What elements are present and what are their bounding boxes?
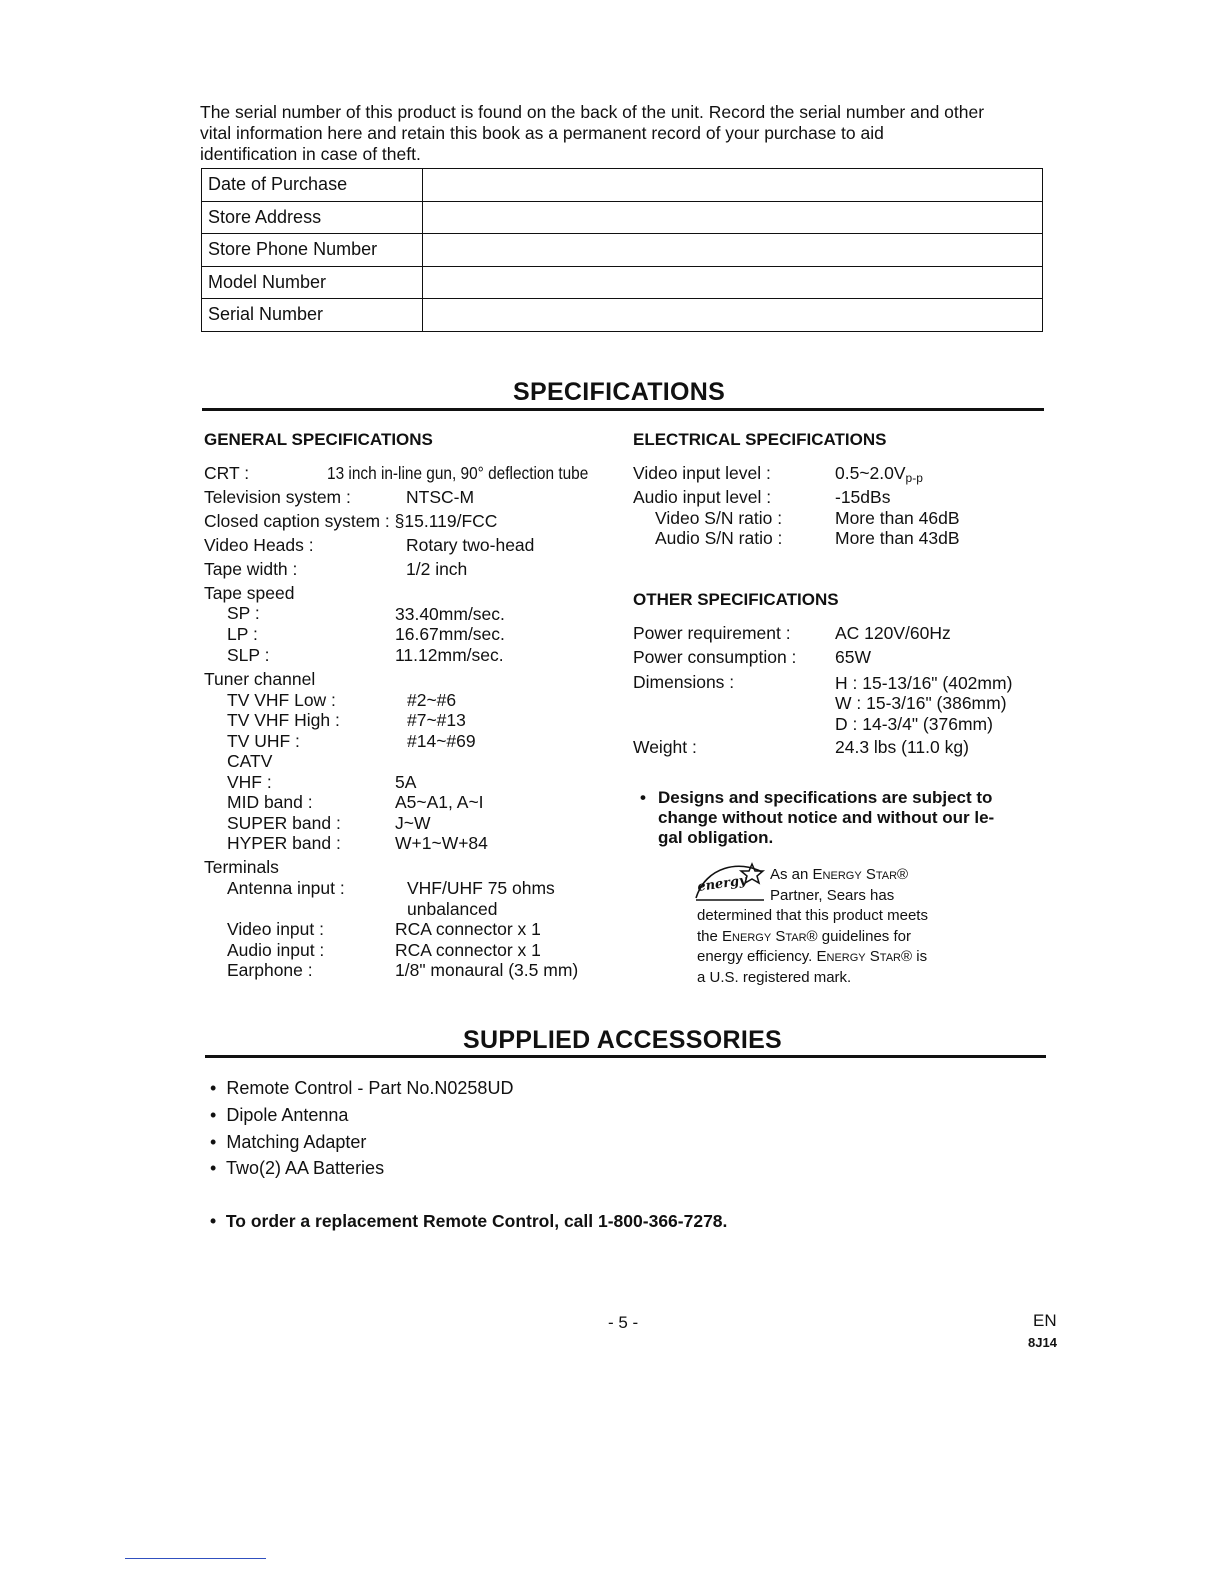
video-input-label: Video input : [227,919,324,939]
lp-value: 16.67mm/sec. [395,624,505,644]
video-input-value: RCA connector x 1 [395,919,541,939]
crt-value: 13 inch in-line gun, 90° deflection tube [327,463,589,483]
super-band-label: SUPER band : [227,813,341,833]
audio-input-label: Audio input : [227,940,325,960]
list-item: • Matching Adapter [210,1132,367,1152]
electrical-spec-heading: ELECTRICAL SPECIFICATIONS [633,430,887,449]
mid-band-value: A5~A1, A~I [395,792,484,812]
uhf-value: #14~#69 [407,731,476,751]
dimensions-label: Dimensions : [633,672,735,692]
antenna-input-label: Antenna input : [227,878,345,898]
specifications-title: SPECIFICATIONS [513,378,726,406]
bullet-icon: • [210,1078,217,1098]
power-requirement-label: Power requirement : [633,623,791,643]
lp-label: LP : [227,624,258,644]
tv-system-label: Television system : [204,487,351,507]
earphone-label: Earphone : [227,960,313,980]
mid-band-label: MID band : [227,792,313,812]
power-consumption-value: 65W [835,647,871,667]
notice-line-1: Designs and specifications are subject to [658,788,993,807]
vhf-high-value: #7~#13 [407,710,466,730]
hyper-band-label: HYPER band : [227,833,341,853]
vhf-value: 5A [395,772,417,792]
audio-input-level-value: -15dBs [835,487,891,507]
tape-width-label: Tape width : [204,559,298,579]
document-code: 8J14 [1028,1335,1057,1350]
tape-width-value: 1/2 inch [406,559,468,579]
purchase-record-table [201,168,1043,332]
accessories-title: SUPPLIED ACCESSORIES [463,1026,783,1054]
bullet-icon: • [210,1132,217,1152]
sp-value: 33.40mm/sec. [395,604,505,624]
record-field-store-address[interactable] [423,201,1043,234]
notice-line-3: gal obligation. [658,828,774,847]
record-label-serial: Serial Number [202,299,423,332]
intro-line-1: The serial number of this product is found on the back of the unit. Record the serial number and other [200,102,985,122]
hyper-band-value: W+1~W+84 [395,833,488,853]
video-heads-value: Rotary two-head [406,535,535,555]
tuner-channel-heading: Tuner channel [204,669,316,689]
energy-star-logo-icon [692,858,766,904]
weight-label: Weight : [633,737,697,757]
energy-star-line-3: determined that this product meets [697,907,928,924]
power-requirement-value: AC 120V/60Hz [835,623,951,643]
general-spec-heading: GENERAL SPECIFICATIONS [204,430,433,449]
record-label-store-phone: Store Phone Number [202,234,423,267]
audio-input-value: RCA connector x 1 [395,940,541,960]
record-field-model[interactable] [423,266,1043,299]
intro-line-3: identification in case of theft. [200,144,421,164]
intro-line-2: vital information here and retain this book as a permanent record of your purchase to aid [200,123,884,143]
record-label-model: Model Number [202,266,423,299]
super-band-value: J~W [395,813,431,833]
table-row [202,234,1043,267]
terminals-heading: Terminals [204,857,279,877]
vhf-low-label: TV VHF Low : [227,690,336,710]
dimension-height: H : 15-13/16" (402mm) [835,673,1013,693]
language-code: EN [1033,1311,1057,1330]
page-number: - 5 - [608,1313,639,1332]
intro-paragraph [200,102,1060,165]
table-row [202,201,1043,234]
video-heads-label: Video Heads : [204,535,314,555]
record-label-date: Date of Purchase [202,169,423,202]
earphone-value: 1/8" monaural (3.5 mm) [395,960,579,980]
table-row [202,266,1043,299]
other-spec-heading: OTHER SPECIFICATIONS [633,590,839,609]
video-sn-label: Video S/N ratio : [655,508,783,528]
closed-caption-spec: Closed caption system : §15.119/FCC [204,511,498,531]
notice-line-2: change without notice and without our le- [658,808,995,827]
bullet-icon: • [210,1211,217,1231]
audio-sn-value: More than 43dB [835,528,960,548]
record-field-date[interactable] [423,169,1043,202]
video-input-level-label: Video input level : [633,463,771,483]
uhf-label: TV UHF : [227,731,300,751]
dimension-width: W : 15-3/16" (386mm) [835,693,1007,713]
vhf-high-label: TV VHF High : [227,710,340,730]
list-item: • Two(2) AA Batteries [210,1158,385,1178]
specifications-rule [202,408,1044,411]
svg-text:energy: energy [696,873,748,895]
video-input-level-value: $0.5\sim 2.0V_{p-p}$ [835,463,923,485]
record-field-store-phone[interactable] [423,234,1043,267]
video-sn-value: More than 46dB [835,508,960,528]
table-row [202,299,1043,332]
slp-value: 11.12mm/sec. [395,645,504,665]
vhf-low-value: #2~#6 [407,690,457,710]
crt-label: CRT : [204,463,250,483]
bullet-icon: • [210,1105,217,1125]
order-remote-note: • To order a replacement Remote Control, call 1-800-366-7278. [210,1211,728,1231]
antenna-input-value-2: unbalanced [407,899,498,919]
weight-value: 24.3 lbs (11.0 kg) [835,737,969,757]
specifications-notice [640,788,1040,848]
slp-label: SLP : [227,645,270,665]
power-consumption-label: Power consumption : [633,647,797,667]
energy-star-line-6: a U.S. registered mark. [697,969,852,986]
tape-speed-heading: Tape speed [204,583,295,603]
bullet-icon: • [640,788,646,807]
energy-star-line-2: Partner, Sears has [770,887,895,904]
vhf-label: VHF : [227,772,272,792]
audio-input-level-label: Audio input level : [633,487,772,507]
record-field-serial[interactable] [423,299,1043,332]
catv-heading: CATV [227,751,273,771]
list-item: • Dipole Antenna [210,1105,349,1125]
antenna-input-value: VHF/UHF 75 ohms [407,878,555,898]
bullet-icon: • [210,1158,217,1178]
sp-label: SP : [227,603,260,623]
record-label-store-address: Store Address [202,201,423,234]
audio-sn-label: Audio S/N ratio : [655,528,783,548]
energy-star-line-4: the Energy Star® guidelines for [697,928,911,945]
bottom-divider [125,1558,266,1559]
dimension-depth: D : 14-3/4" (376mm) [835,714,993,734]
energy-star-line-1: As an Energy Star® [770,866,909,883]
table-row [202,169,1043,202]
tv-system-value: NTSC-M [406,487,475,507]
energy-star-line-5: energy efficiency. Energy Star® is [697,948,928,965]
accessories-rule [205,1055,1046,1058]
list-item: • Remote Control - Part No.N0258UD [210,1078,514,1098]
